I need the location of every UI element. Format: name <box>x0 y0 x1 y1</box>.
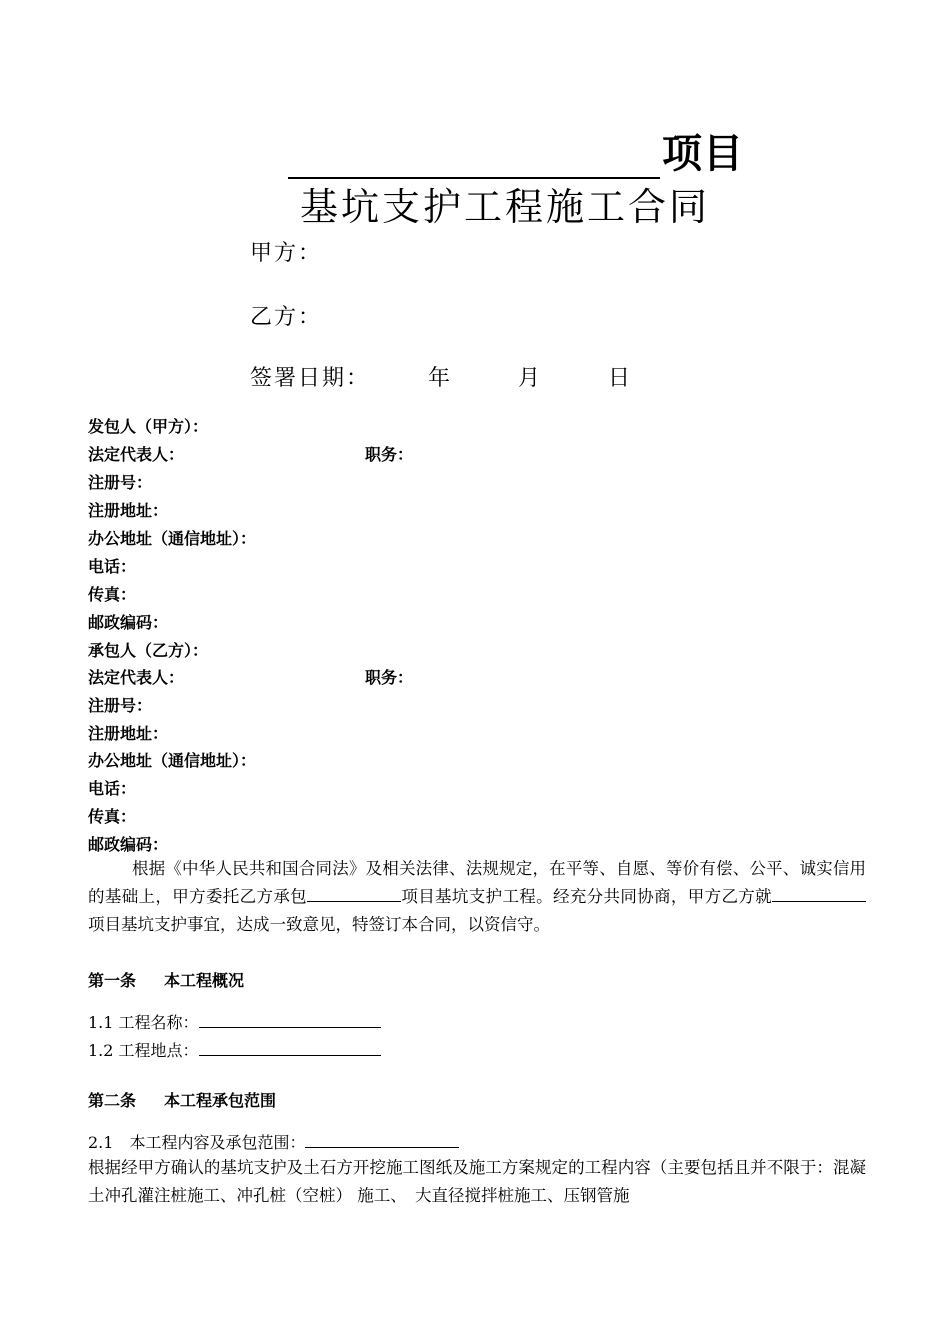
employer-office-addr: 办公地址（通信地址）： <box>88 529 257 548</box>
article-2-heading <box>88 1088 276 1111</box>
employer-fax: 传真： <box>88 585 137 604</box>
contractor-heading: 承包人（乙方）： <box>88 641 209 660</box>
project-title-line <box>288 122 744 179</box>
cover-day: 日 <box>608 366 633 391</box>
contractor-reg-addr: 注册地址： <box>88 724 169 743</box>
article-2-number: 第二条 <box>88 1091 137 1110</box>
contractor-phone: 电话： <box>88 779 137 798</box>
contractor-rep: 法定代表人： <box>88 668 185 687</box>
preamble-text-1: 根据《中华人民共和国合同法》及相关法律、法规规定，在平等、自愿、等价有偿、公平、诚实信用的基础上，甲方委托乙方承包 <box>88 859 866 906</box>
contract-title: 基坑支护工程施工合同 <box>300 185 711 229</box>
employer-duty: 职务： <box>365 445 414 464</box>
employer-reg-addr: 注册地址： <box>88 501 169 520</box>
article-2-text: 根据经甲方确认的基坑支护及土石方开挖施工图纸及施工方案规定的工程内容（主要包括且并不限于：混凝土冲孔灌注桩施工、冲孔桩（空桩） 施工、 大直径搅拌桩施工、压钢管施 <box>88 1158 866 1205</box>
contractor-postcode: 邮政编码： <box>88 835 169 854</box>
preamble-text-3: 项目基坑支护事宜，达成一致意见，特签订本合同，以资信守。 <box>88 915 550 934</box>
preamble-text-2: 项目基坑支护工程。经充分共同协商，甲方乙方就 <box>401 887 773 906</box>
article-1-title: 本工程概况 <box>164 971 245 990</box>
cover-month: 月 <box>518 366 543 391</box>
preamble-paragraph <box>88 855 866 939</box>
scope-field <box>305 1129 459 1148</box>
title-suffix: 项目 <box>662 131 744 177</box>
project-location-label: 1.2 工程地点： <box>88 1041 199 1060</box>
project-location-field <box>199 1037 381 1056</box>
contractor-fax: 传真： <box>88 807 137 826</box>
cover-party-a: 甲方： <box>250 241 323 266</box>
article-1-number: 第一条 <box>88 971 137 990</box>
article-2-item-1 <box>88 1129 459 1153</box>
project-name-blank <box>288 139 660 179</box>
article-1-heading <box>88 968 244 991</box>
scope-label: 2.1 本工程内容及承包范围： <box>88 1133 306 1152</box>
employer-rep: 法定代表人： <box>88 445 185 464</box>
cover-party-b: 乙方： <box>250 305 323 330</box>
employer-reg-no: 注册号： <box>88 473 153 492</box>
contractor-office-addr: 办公地址（通信地址）： <box>88 751 257 770</box>
cover-year: 年 <box>428 366 453 391</box>
contractor-duty: 职务： <box>365 668 414 687</box>
cover-sign-date: 签署日期： <box>250 366 371 391</box>
article-1-item-1 <box>88 1009 381 1033</box>
employer-heading: 发包人（甲方）： <box>88 417 209 436</box>
project-blank-2 <box>772 883 866 902</box>
contractor-reg-no: 注册号： <box>88 696 153 715</box>
project-blank-1 <box>307 883 401 902</box>
project-name-field <box>199 1009 381 1028</box>
employer-postcode: 邮政编码： <box>88 613 169 632</box>
article-2-title: 本工程承包范围 <box>164 1091 277 1110</box>
article-1-item-2 <box>88 1037 381 1061</box>
project-name-label: 1.1 工程名称： <box>88 1013 199 1032</box>
employer-phone: 电话： <box>88 557 137 576</box>
